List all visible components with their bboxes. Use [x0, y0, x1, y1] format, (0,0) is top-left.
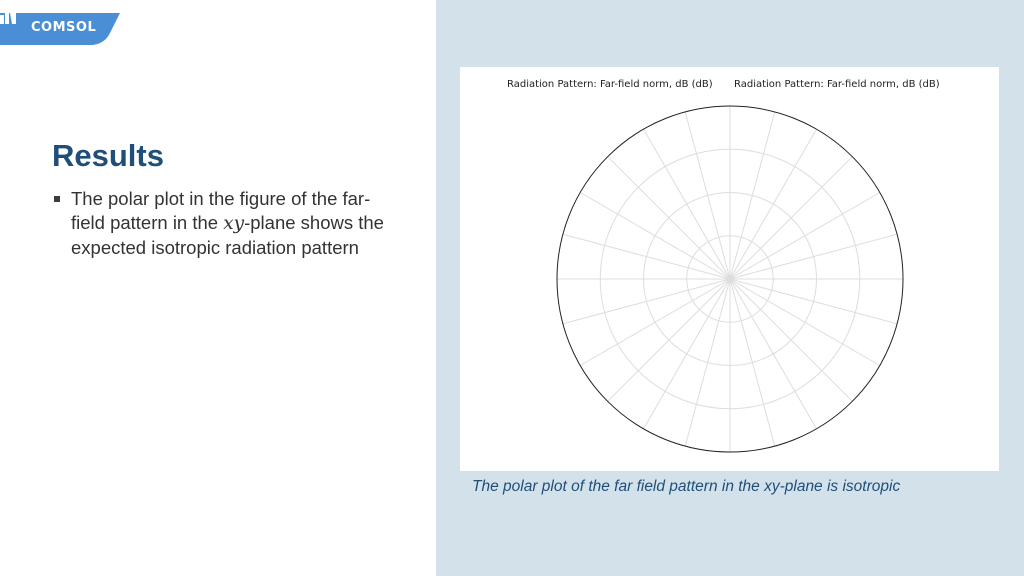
angle-gridline: [730, 279, 880, 366]
angle-gridline: [563, 279, 730, 324]
angle-gridline: [730, 279, 897, 324]
angle-gridline: [608, 279, 730, 401]
angle-gridline: [580, 193, 730, 280]
comsol-logo-icon: [0, 13, 16, 25]
angle-gridline: [685, 112, 730, 279]
angle-gridline: [730, 112, 775, 279]
polar-plot: [460, 67, 999, 471]
angle-gridline: [730, 279, 817, 429]
angle-gridline: [580, 279, 730, 366]
slide-title: Results: [52, 138, 164, 173]
polar-plot-figure: [460, 67, 999, 471]
bullet-marker: [54, 196, 60, 202]
angle-gridline: [685, 279, 730, 446]
bullet-item: [54, 187, 384, 260]
bullet-list: [54, 187, 384, 260]
bullet-math: xy: [223, 213, 245, 234]
bullet-text-start: The polar plot in the figure of the far-field pattern in the: [71, 188, 371, 233]
angle-gridline: [730, 193, 880, 280]
angle-gridline: [730, 157, 852, 279]
chart-title-overlay: Radiation Pattern: Far-field norm, dB (dB): [734, 79, 940, 90]
figure-caption: The polar plot of the far field pattern in the xy-plane is isotropic: [472, 478, 901, 495]
angle-gridline: [730, 129, 817, 279]
chart-title: Radiation Pattern: Far-field norm, dB (dB): [507, 79, 713, 90]
brand-name: COMSOL: [31, 20, 97, 35]
angle-gridline: [730, 279, 775, 446]
angle-gridline: [563, 234, 730, 279]
angle-gridline: [730, 279, 852, 401]
comsol-logo: [0, 13, 120, 45]
angle-gridline: [644, 279, 731, 429]
angle-gridline: [730, 234, 897, 279]
angle-gridline: [608, 157, 730, 279]
bullet-text-end: -plane shows the expected isotropic radiation pattern: [71, 212, 384, 258]
angle-gridline: [644, 129, 731, 279]
